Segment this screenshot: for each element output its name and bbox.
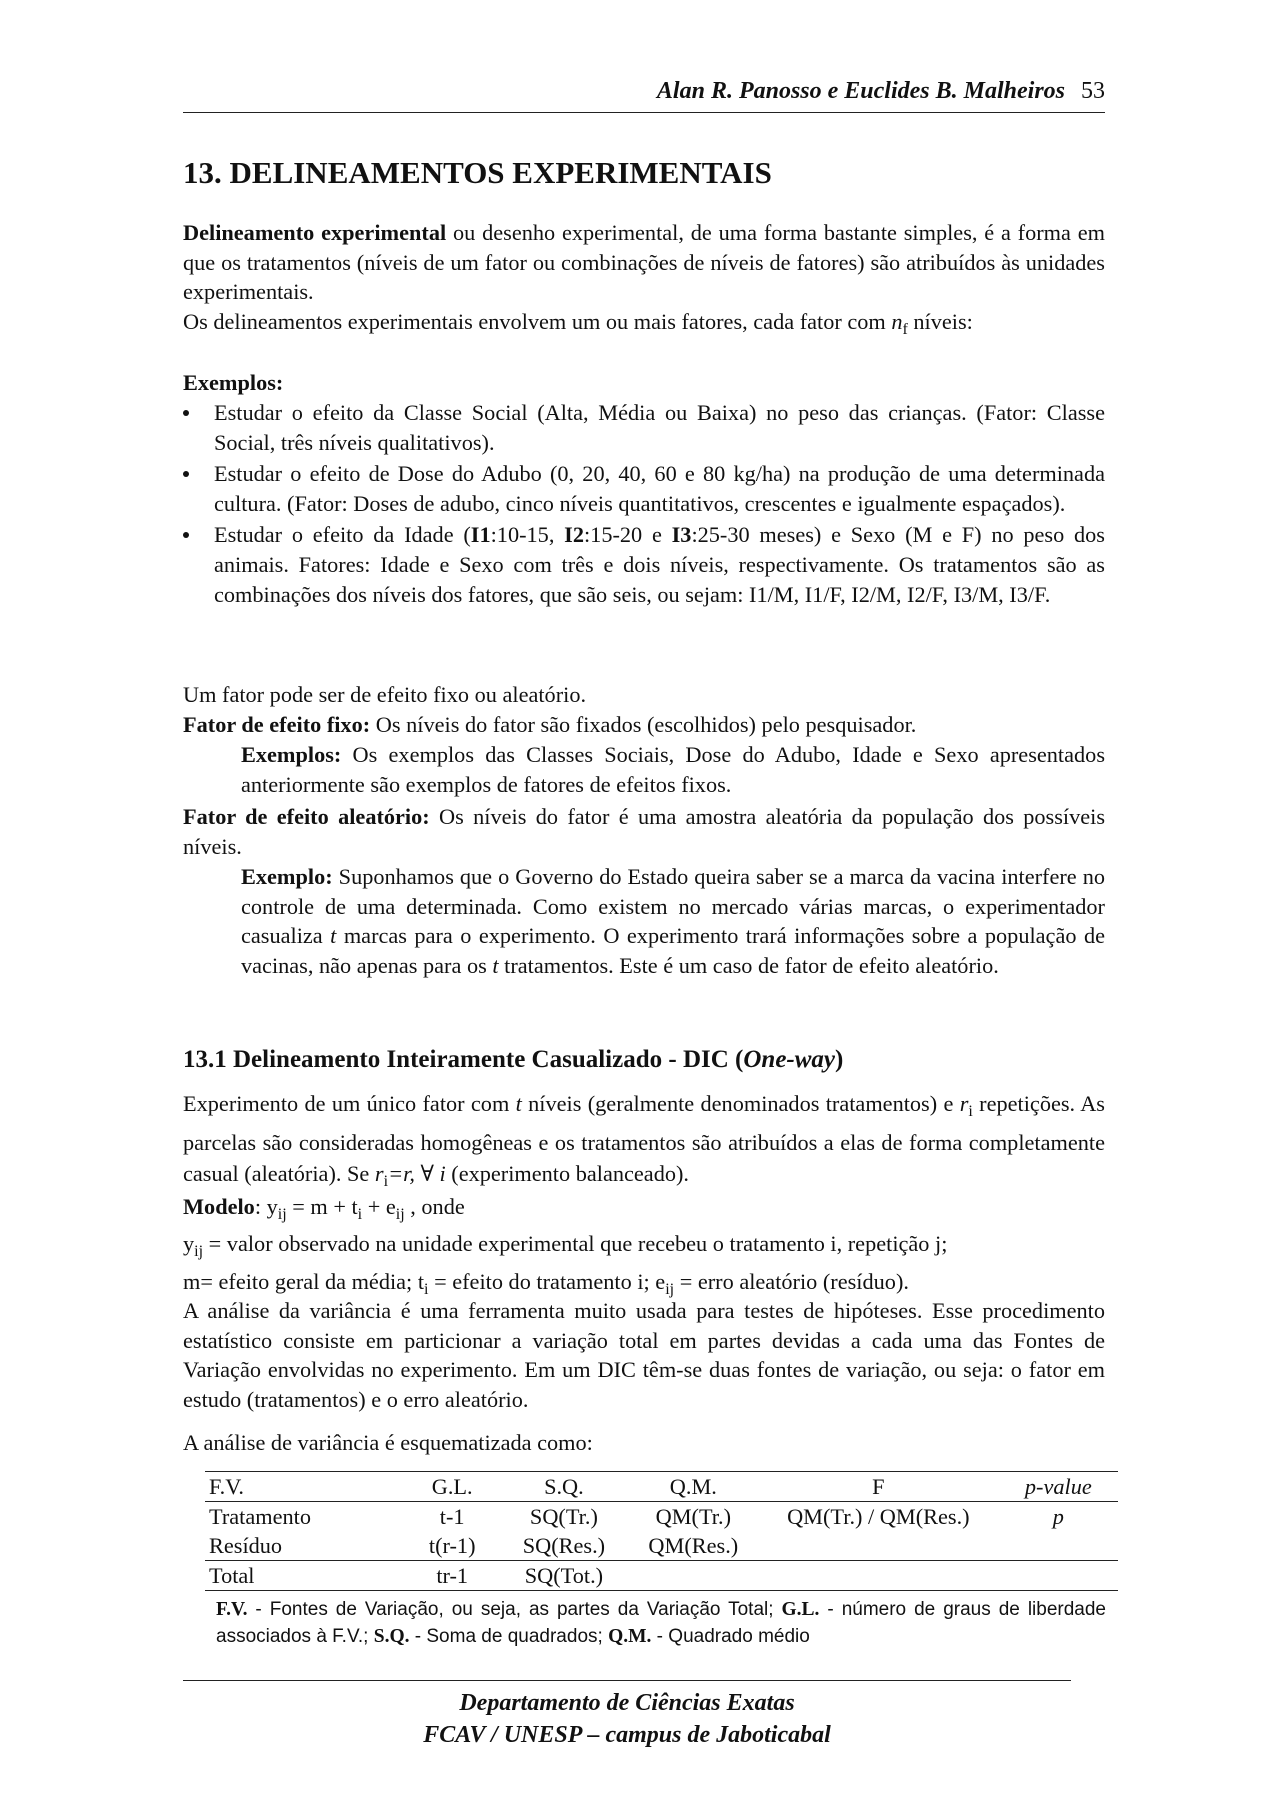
table-cell: p <box>1052 1504 1064 1529</box>
table-cell: t(r-1) <box>428 1533 476 1558</box>
note-text: - Quadrado médio <box>651 1626 810 1647</box>
model-eq-sub: i <box>357 1205 363 1223</box>
table-header: F.V. <box>209 1474 244 1499</box>
intro-paragraph <box>183 218 1105 344</box>
footer-rule <box>183 1680 1071 1681</box>
nf-subscript: f <box>902 320 908 338</box>
anova-table <box>205 1471 1118 1591</box>
section-title-italic: One-way <box>743 1046 836 1073</box>
model-def: y <box>183 1231 195 1257</box>
section-title <box>183 1046 843 1074</box>
note-term: S.Q. <box>373 1626 410 1647</box>
intro-term: Delineamento experimental <box>183 220 447 245</box>
t-symbol: t <box>492 952 499 978</box>
table-cell: Resíduo <box>209 1533 283 1558</box>
table-cell: tr-1 <box>436 1563 469 1588</box>
note-text: - Soma de quadrados; <box>409 1626 609 1647</box>
model-eq: + e <box>362 1194 396 1219</box>
fixed-intro: Um fator pode ser de efeito fixo ou aleatório. <box>183 682 587 707</box>
model-eq-sub: ij <box>395 1205 405 1223</box>
table-header: G.L. <box>431 1474 473 1499</box>
bullet-icon <box>183 471 189 477</box>
table-row <box>205 1502 1118 1532</box>
model-eq-sub: ij <box>277 1205 287 1223</box>
table-cell: QM(Tr.) / QM(Res.) <box>787 1504 970 1529</box>
bullet-text: :10-15, <box>490 522 565 548</box>
anova-intro: A análise de variância é esquematizada como: <box>183 1430 593 1455</box>
fixed-label: Fator de efeito fixo: <box>183 712 371 737</box>
fixed-definition <box>183 710 1105 740</box>
fixed-example-label: Exemplos: <box>241 742 342 767</box>
dic-text: Experimento de um único fator com <box>183 1091 516 1116</box>
t-symbol: t <box>330 923 337 949</box>
page-number: 53 <box>1081 78 1105 104</box>
random-example-text: Suponhamos que o Governo do Estado queira saber se a marca da vacina interfere no controle de uma determinada. Como existem no mercado várias marcas, o experimentador casualiza <box>241 864 1105 949</box>
table-cell: SQ(Tr.) <box>529 1504 598 1529</box>
section-title-text: 13.1 Delineamento Inteiramente Casualizado - DIC ( <box>183 1046 744 1073</box>
table-header: F <box>872 1474 885 1499</box>
footer-department: Departamento de Ciências Exatas <box>459 1690 795 1716</box>
random-example-text: tratamentos. Este é um caso de fator de efeito aleatório. <box>498 952 999 978</box>
model-label: Modelo <box>183 1194 255 1219</box>
dic-paragraph <box>183 1088 1105 1197</box>
random-example-text: marcas para o experimento. O experimento trará informações sobre a população de vacinas, não apenas para os <box>241 923 1106 978</box>
dic-text: (experimento balanceado). <box>445 1160 689 1186</box>
intro-line2-end: níveis: <box>907 308 973 334</box>
dic-text: níveis (geralmente denominados tratamentos) e <box>521 1091 960 1116</box>
list-item <box>183 459 1105 518</box>
chapter-title: 13. DELINEAMENTOS EXPERIMENTAIS <box>183 155 772 190</box>
table-cell <box>758 1561 999 1591</box>
table-header: S.Q. <box>544 1474 584 1499</box>
r-equality: =r, <box>388 1160 415 1186</box>
level-i3: I3 <box>671 522 692 548</box>
table-cell: Tratamento <box>209 1504 311 1529</box>
footer-institution: FCAV / UNESP – campus de Jaboticabal <box>423 1722 831 1748</box>
table-header: p-value <box>1024 1474 1092 1499</box>
table-cell <box>999 1561 1118 1591</box>
model-def: = erro aleatório (resíduo). <box>674 1268 909 1294</box>
dic-text: repetições. As parcelas são consideradas homogêneas e os tratamentos são atribuídos a elas de forma completamente casual (aleatória). Se <box>183 1091 1105 1186</box>
bullet-text: Estudar o efeito da Idade ( <box>214 522 471 548</box>
section-title-end: ) <box>835 1046 844 1073</box>
intro-line2: Os delineamentos experimentais envolvem um ou mais fatores, cada fator com <box>183 308 892 334</box>
table-cell <box>629 1561 758 1591</box>
table-cell: QM(Tr.) <box>655 1504 731 1529</box>
i-symbol: i <box>439 1160 446 1186</box>
random-example <box>241 862 1105 980</box>
table-header: Q.M. <box>669 1474 717 1499</box>
header-authors: Alan R. Panosso e Euclides B. Malheiros <box>656 78 1065 104</box>
table-row <box>205 1531 1118 1561</box>
table-note <box>216 1596 1106 1650</box>
bullet-text: Estudar o efeito da Classe Social (Alta, Média ou Baixa) no peso das crianças. (Fator: Classe Social, três níveis qualitativos). <box>214 400 1105 455</box>
t-symbol: t <box>515 1091 522 1116</box>
ri-symbol: r <box>959 1091 969 1116</box>
table-row <box>205 1561 1118 1591</box>
model-def: = efeito do tratamento i; e <box>428 1268 666 1294</box>
ri-subscript: i <box>383 1172 389 1190</box>
bullet-icon <box>183 532 189 538</box>
fixed-text: Os níveis do fator são fixados (escolhidos) pelo pesquisador. <box>370 712 917 737</box>
model-def: = valor observado na unidade experimental que recebeu o tratamento i, repetição j; <box>203 1231 948 1257</box>
forall-symbol: ∀ <box>414 1160 440 1186</box>
examples-heading: Exemplos: <box>183 370 284 395</box>
table-cell: t-1 <box>439 1504 465 1529</box>
nf-symbol: n <box>891 308 903 334</box>
intro-text: ou desenho experimental, de uma forma bastante simples, é a forma em que os tratamentos (níveis de um fator ou combinações de níveis de fatores) são atribuídos às unidades experimentais. <box>183 220 1105 305</box>
list-item <box>183 520 1105 609</box>
random-label: Fator de efeito aleatório: <box>183 804 430 829</box>
ri-symbol: r <box>374 1160 384 1186</box>
bullet-text: :15-20 e <box>583 522 672 548</box>
model-def-sub: ij <box>665 1280 675 1298</box>
note-term: F.V. <box>216 1599 248 1620</box>
bullet-text: Estudar o efeito de Dose do Adubo (0, 20, 40, 60 e 80 kg/ha) na produção de uma determinada cultura. (Fator: Doses de adubo, cinco níveis quantitativos, crescentes e igualmente espaçados). <box>214 461 1105 516</box>
random-example-label: Exemplo: <box>241 864 333 889</box>
model-def-sub: ij <box>194 1243 204 1261</box>
examples-label <box>183 368 1105 398</box>
note-term: G.L. <box>781 1599 820 1620</box>
list-item <box>183 398 1105 457</box>
level-i1: I1 <box>470 522 491 548</box>
running-header <box>183 78 1105 113</box>
random-definition <box>183 802 1105 861</box>
table-cell <box>999 1531 1118 1561</box>
random-text: Os níveis do fator é uma amostra aleatória da população dos possíveis níveis. <box>183 804 1106 859</box>
model-paragraph <box>183 1192 1105 1304</box>
ri-subscript: i <box>968 1102 973 1120</box>
note-term: Q.M. <box>608 1626 652 1647</box>
model-eq: , onde <box>404 1194 465 1219</box>
level-i2: I2 <box>564 522 584 548</box>
fixed-example <box>241 740 1105 799</box>
model-eq: = m + t <box>286 1194 358 1219</box>
anova-paragraph: A análise da variância é uma ferramenta muito usada para testes de hipóteses. Esse procedimento estatístico consiste em particionar a variação total em partes devidas a cada uma das Fontes de Variação envolvidas no experimento. Em um DIC têm-se duas fontes de variação, ou seja: o fator em estudo (tratamentos) e o erro aleatório. <box>183 1298 1105 1412</box>
examples-list <box>183 398 1105 609</box>
table-cell: SQ(Res.) <box>522 1533 606 1558</box>
bullet-icon <box>183 410 189 416</box>
model-eq: : y <box>254 1194 278 1219</box>
table-cell: SQ(Tot.) <box>524 1563 604 1588</box>
table-cell <box>758 1531 999 1561</box>
model-def: m= efeito geral da média; t <box>183 1268 425 1294</box>
table-header-row <box>205 1472 1118 1502</box>
table-cell: Total <box>209 1563 255 1588</box>
note-text: - número de graus de liberdade associados à F.V.; <box>216 1599 1106 1647</box>
bullet-text: :25-30 meses) e Sexo (M e F) no peso dos animais. Fatores: Idade e Sexo com três e dois níveis, respectivamente. Os tratamentos são as combinações dos níveis dos fatores, que são seis, ou sejam: I1/M, I1/F, I2/M, I2/F, I3/M, I3/F. <box>214 522 1105 607</box>
model-def-sub: i <box>424 1280 429 1298</box>
table-cell: QM(Res.) <box>648 1533 739 1558</box>
fixed-example-text: Os exemplos das Classes Sociais, Dose do Adubo, Idade e Sexo apresentados anteriormente são exemplos de fatores de efeitos fixos. <box>241 742 1105 797</box>
note-text: - Fontes de Variação, ou seja, as partes da Variação Total; <box>247 1599 782 1620</box>
